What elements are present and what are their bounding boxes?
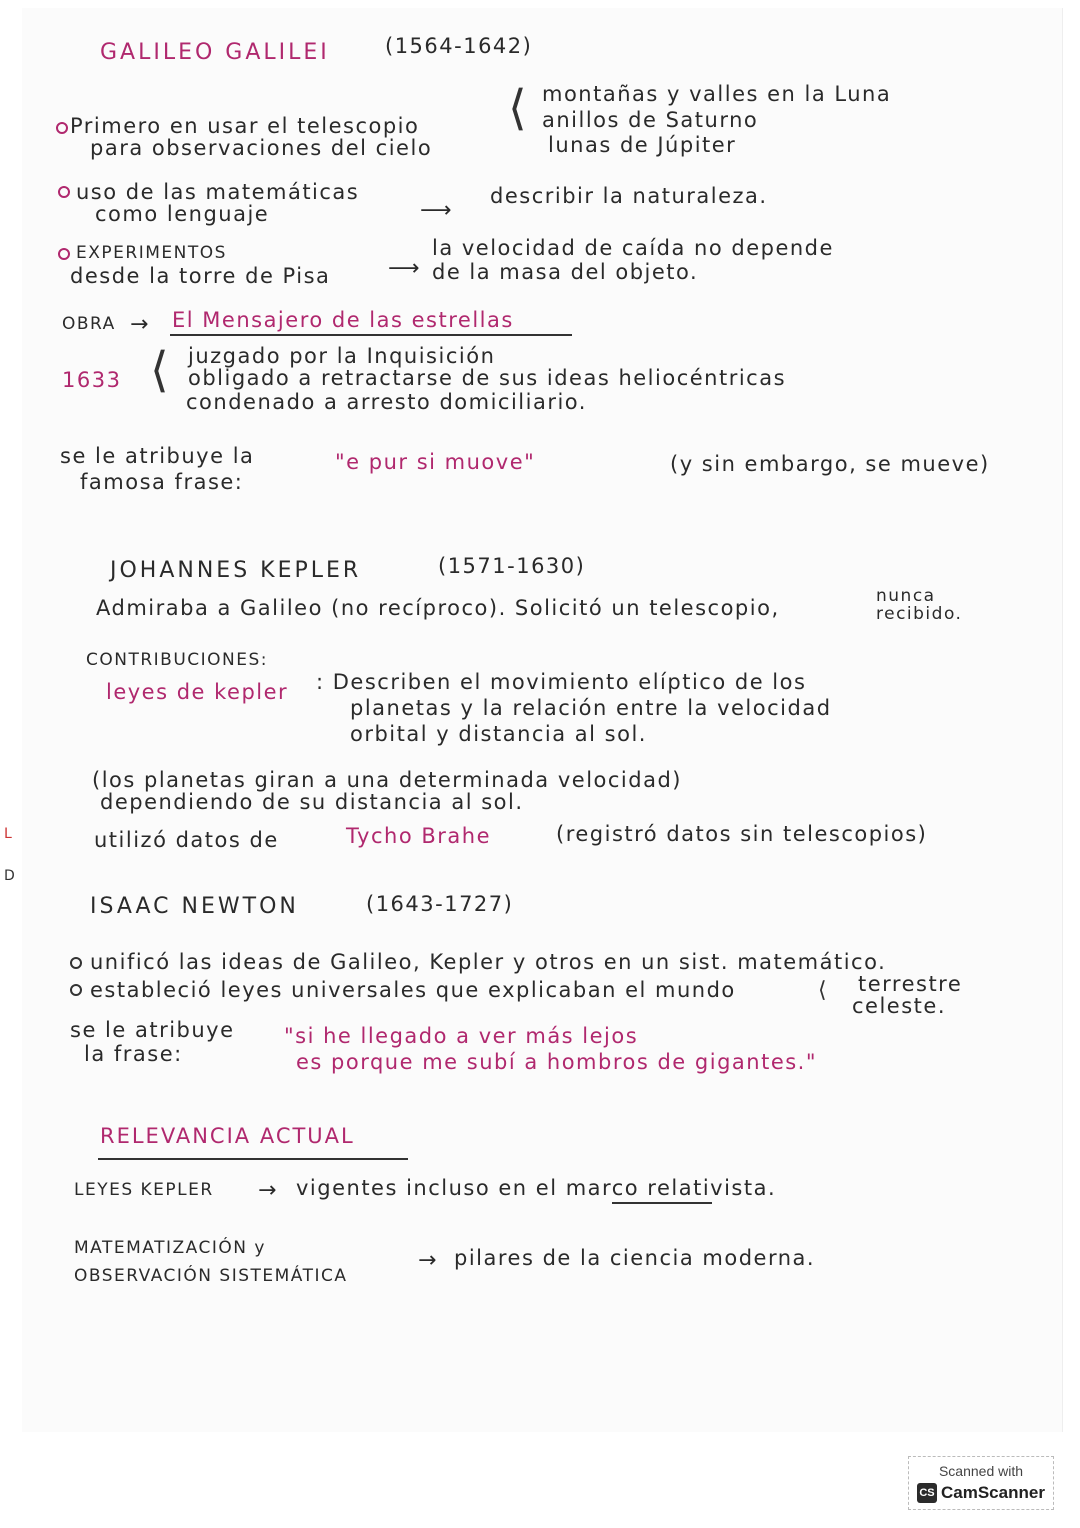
kepler-recibido: recibido. xyxy=(876,604,963,624)
camscanner-logo-icon: CS xyxy=(917,1483,937,1503)
relevancia-title: RELEVANCIA ACTUAL xyxy=(100,1124,355,1148)
obra-underline xyxy=(170,334,572,336)
bullet-icon xyxy=(70,984,82,996)
galileo-bullet3-line2: desde la torre de Pisa xyxy=(70,264,331,288)
newton-phrase-label-1: se le atribuye xyxy=(70,1018,235,1042)
brace-icon: ⟨ xyxy=(818,978,827,1003)
newton-bullet-1: unificó las ideas de Galileo, Kepler y otros en un sist. matemático. xyxy=(90,950,887,974)
obra-title: El Mensajero de las estrellas xyxy=(172,308,514,332)
obra-label: OBRA xyxy=(62,314,116,334)
kepler-laws: leyes de kepler xyxy=(106,680,289,704)
galileo-bullet1-line1: Primero en usar el telescopio xyxy=(70,114,420,138)
edge-mark: D xyxy=(4,868,15,884)
relevancia-observacion: OBSERVACIÓN SISTEMÁTICA xyxy=(74,1266,348,1286)
arrow-right-icon: ⟶ xyxy=(420,198,452,223)
newton-bullet-2: estableció leyes universales que explicaban el mundo xyxy=(90,978,736,1002)
bullet-icon xyxy=(70,957,82,969)
camscanner-brand: CamScanner xyxy=(941,1483,1045,1502)
kepler-nunca: nunca xyxy=(876,586,936,606)
galileo-bullet2-result: describir la naturaleza. xyxy=(490,184,768,208)
galileo-phrase-label-1: se le atribuye la xyxy=(60,444,255,468)
galileo-experiment-result-1: la velocidad de caída no depende xyxy=(432,236,834,260)
camscanner-badge xyxy=(908,1456,1054,1510)
galileo-quote-translation: (y sin embargo, se mueve) xyxy=(670,452,990,476)
newton-terrestre: terrestre xyxy=(858,972,963,996)
galileo-bullet3-line1: EXPERIMENTOS xyxy=(76,243,227,263)
arrow-right-icon: → xyxy=(130,312,149,337)
galileo-bullet2-line1: uso de las matemáticas xyxy=(76,180,360,204)
kepler-note-2: dependiendo de su distancia al sol. xyxy=(100,790,524,814)
year-1633: 1633 xyxy=(62,368,122,392)
galileo-quote: "e pur si muove" xyxy=(335,450,536,474)
kepler-utilizo: utilizó datos de xyxy=(94,828,279,852)
kepler-years: (1571-1630) xyxy=(438,554,586,578)
kepler-laws-desc-3: orbital y distancia al sol. xyxy=(350,722,647,746)
galileo-experiment-result-2: de la masa del objeto. xyxy=(432,260,699,284)
relevancia-pilares: pilares de la ciencia moderna. xyxy=(454,1246,816,1270)
relevancia-leyes-result: vigentes incluso en el marco relativista. xyxy=(296,1176,777,1200)
newton-celeste: celeste. xyxy=(852,994,946,1018)
bullet-icon xyxy=(56,122,68,134)
galileo-phrase-label-2: famosa frase: xyxy=(80,470,244,494)
brace-icon: ⟨ xyxy=(150,342,169,398)
kepler-laws-desc-2: planetas y la relación entre la velocidad xyxy=(350,696,832,720)
inquisition-line-2: obligado a retractarse de sus ideas heliocéntricas xyxy=(188,366,787,390)
relevancia-leyes: LEYES KEPLER xyxy=(74,1180,214,1200)
galileo-years: (1564-1642) xyxy=(385,34,533,58)
galileo-observation-1: montañas y valles en la Luna xyxy=(542,82,892,106)
tycho-note: (registró datos sin telescopios) xyxy=(556,822,928,846)
galileo-title: GALILEO GALILEI xyxy=(100,40,330,65)
kepler-note-1: (los planetas giran a una determinada velocidad) xyxy=(92,768,682,792)
relevancia-matematizacion: MATEMATIZACIÓN y xyxy=(74,1238,266,1258)
newton-years: (1643-1727) xyxy=(366,892,514,916)
bullet-icon xyxy=(58,248,70,260)
arrow-right-icon: ⟶ xyxy=(388,256,420,281)
bullet-icon xyxy=(58,186,70,198)
kepler-admiraba: Admiraba a Galileo (no recíproco). Solicitó un telescopio, xyxy=(96,596,780,620)
kepler-contributions-label: CONTRIBUCIONES: xyxy=(86,650,269,670)
galileo-bullet2-line2: como lenguaje xyxy=(95,202,270,226)
kepler-laws-desc-1: : Describen el movimiento elíptico de los xyxy=(316,670,807,694)
tycho-brahe: Tycho Brahe xyxy=(346,824,492,848)
brace-icon: ⟨ xyxy=(508,80,527,136)
newton-phrase-label-2: la frase: xyxy=(84,1042,183,1066)
newton-quote-1: "si he llegado a ver más lejos xyxy=(284,1024,639,1048)
edge-mark: L xyxy=(4,826,12,842)
arrow-right-icon: → xyxy=(258,1178,277,1203)
kepler-title: JOHANNES KEPLER xyxy=(110,558,362,583)
galileo-observation-3: lunas de Júpiter xyxy=(548,133,737,157)
galileo-bullet1-line2: para observaciones del cielo xyxy=(90,136,433,160)
galileo-observation-2: anillos de Saturno xyxy=(542,108,759,132)
relevancia-underline xyxy=(98,1158,408,1160)
scanned-with-text: Scanned with xyxy=(938,1463,1024,1479)
arrow-right-icon: → xyxy=(418,1248,437,1273)
newton-quote-2: es porque me subí a hombros de gigantes." xyxy=(296,1050,818,1074)
newton-title: ISAAC NEWTON xyxy=(90,894,299,919)
marco-underline xyxy=(612,1202,712,1204)
inquisition-line-1: juzgado por la Inquisición xyxy=(188,344,496,368)
inquisition-line-3: condenado a arresto domiciliario. xyxy=(186,390,587,414)
